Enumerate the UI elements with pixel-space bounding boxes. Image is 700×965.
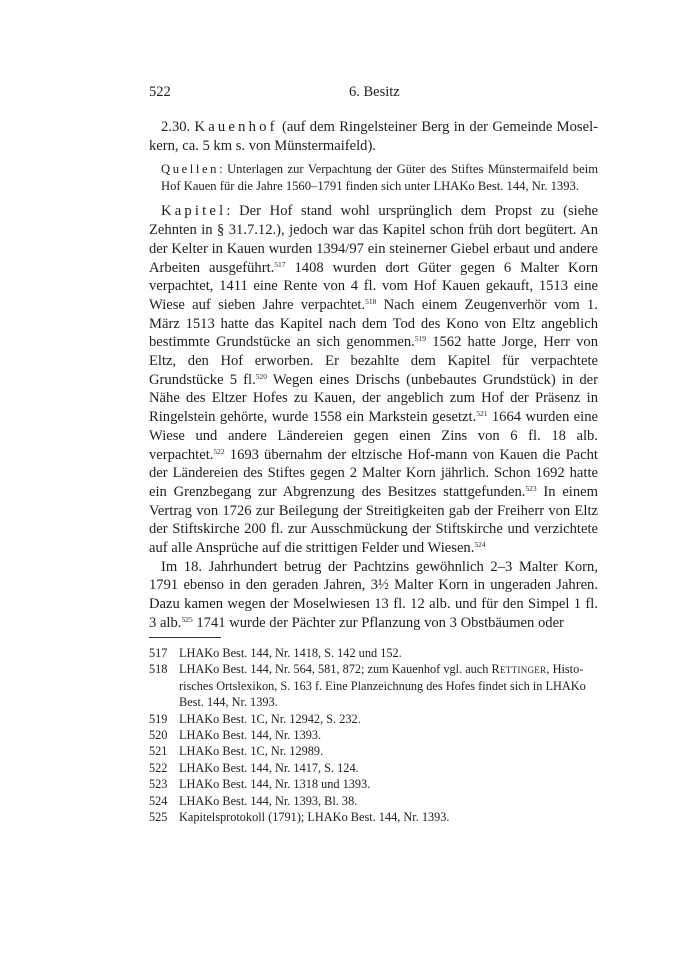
footnote [149, 793, 598, 809]
footnote-ref[interactable]: 519 [414, 334, 427, 344]
author-name: Rettinger [491, 662, 547, 677]
paragraph-kapitel [149, 202, 598, 557]
footnote-number: 522 [149, 760, 168, 775]
footnote [149, 760, 598, 776]
footnote-text: LHAKo Best. 144, Nr. 1318 und 1393. [179, 777, 371, 792]
paragraph-text: 1664 wurden eine Wiese und andere Ländereien gegen einen Zins von 6 fl. 18 alb. verpachtet. [149, 409, 598, 463]
footnote [149, 727, 598, 743]
footnote-number: 524 [149, 793, 168, 808]
footnote [149, 661, 598, 710]
paragraph-text: 1408 wurden dort Güter gegen 6 Malter Korn verpachtet, 1411 eine Rente von 4 fl. vom Hof Kauen gekauft, 1513 eine Wiese auf sieben Jahre verpachtet. [149, 259, 598, 313]
footnote-ref[interactable]: 520 [255, 371, 267, 381]
paragraph-text: 1562 hatte Jorge, Herr von Eltz, den Hof erworben. Er bezahlte dem Kapitel für verpachtete Grundstücke 5 fl. [149, 334, 598, 388]
page-number: 522 [149, 84, 171, 100]
footnote-text [179, 661, 598, 710]
paragraph-text: 1741 wurde der Pächter zur Pflanzung von 3 Obstbäumen oder [192, 614, 564, 631]
footnote-text: Kapitelsprotokoll (1791); LHAKo Best. 144, Nr. 1393. [179, 810, 450, 825]
sources-text: : Unterlagen zur Verpachtung der Güter des Stiftes Münstermaifeld beim Hof Kauen für die Jahre 1560–1791 finden sich unter LHAKo Best. 144, Nr. 1393. [161, 162, 598, 193]
footnote-number: 519 [149, 711, 168, 726]
footnote-text: LHAKo Best. 1C, Nr. 12942, S. 232. [179, 711, 361, 726]
footnote [149, 711, 598, 727]
footnote [149, 743, 598, 759]
paragraph-text: 1693 übernahm der eltzische Hof-mann von Kauen die Pacht der Ländereien des Stiftes gegen 2 Malter Korn jährlich. Schon 1692 hatte ein Grenzbegang zur Abgrenzung des Besitzes stattgefunden. [149, 446, 598, 500]
sources-note [161, 161, 598, 194]
footnote-text: LHAKo Best. 144, Nr. 1418, S. 142 und 152. [179, 646, 402, 660]
section-number: 2.30. [161, 119, 191, 135]
sources-label: Quellen [161, 162, 220, 177]
footnote-number: 517 [149, 646, 168, 660]
footnote-ref[interactable]: 521 [476, 409, 488, 419]
footnote-text-part: LHAKo Best. 144, Nr. 564, 581, 872; zum Kauenhof vgl. auch [179, 662, 492, 677]
paragraph-pachtzins [149, 558, 598, 633]
paragraph-text: Nach einem Zeugenverhör vom 1. März 1513 hatte das Kapitel nach dem Tod des Kono von Eltz angeblich bestimmte Grundstücke an sich genommen. [149, 296, 598, 351]
paragraph-text: In einem Vertrag von 1726 zur Beilegung der Streitigkeiten gab der Freiherr von Eltz der Stiftskirche 200 fl. zur Ausschmückung der Stiftskirche und verzichtete auf alle Ansprüche auf die strittigen Felder und Wiesen. [149, 483, 598, 557]
section-description: (auf dem Ringelsteiner Berg in der Gemeinde Mosel-kern, ca. 5 km s. von Münstermaifeld). [149, 119, 598, 154]
running-title: 6. Besitz [349, 84, 400, 100]
footnote-number: 525 [149, 810, 168, 825]
footnote-ref[interactable]: 518 [365, 296, 377, 306]
paragraph-text: Wegen eines Drischs (unbebautes Grundstück) in der Nähe des Eltzer Hofes zu Kauen, der angeblich zum Hof der Präsenz in Ringelstein gehörte, wurde 1558 ein Markstein gesetzt. [149, 371, 599, 426]
section-heading [149, 118, 598, 155]
footnote-number: 520 [149, 728, 168, 743]
footnote-number: 521 [149, 744, 168, 759]
footnote-ref[interactable]: 522 [213, 446, 225, 456]
footnote-text: LHAKo Best. 1C, Nr. 12989. [179, 744, 324, 759]
footnote [149, 645, 598, 661]
footnote-text: LHAKo Best. 144, Nr. 1393. [179, 728, 322, 743]
footnote-text: LHAKo Best. 144, Nr. 1393, Bl. 38. [179, 793, 358, 808]
footnote-number: 523 [149, 777, 168, 792]
page-header [149, 84, 598, 104]
footnotes [149, 645, 598, 825]
footnote-ref[interactable]: 524 [474, 540, 486, 550]
footnote-ref[interactable]: 523 [525, 483, 537, 493]
footnote-ref[interactable]: 525 [181, 614, 193, 624]
footnote-number: 518 [149, 662, 168, 677]
paragraph-text: : Der Hof stand wohl ursprünglich dem Propst zu (siehe Zehnten in § 31.7.12.), jedoch war das Kapitel schon früh dort begütert. An der Kelter in Kauen wurden 1394/97 ein steinerner Giebel erbaut und andere Arbeiten ausgeführt. [149, 203, 598, 276]
footnote [149, 776, 598, 792]
footnote-ref[interactable]: 517 [274, 259, 286, 269]
footnote-text-part: , Histo-risches Ortslexikon, S. 163 f. Eine Planzeichnung des Hofes findet sich in LHAKo Best. 144, Nr. 1393. [179, 662, 586, 710]
main-text [149, 118, 598, 633]
section-name: Kauenhof [194, 119, 278, 135]
footnote-text: LHAKo Best. 144, Nr. 1417, S. 124. [179, 760, 359, 775]
paragraph-label: Kapitel [161, 203, 227, 220]
footnote-divider [149, 637, 221, 638]
paragraph-text: Im 18. Jahrhundert betrug der Pachtzins gewöhnlich 2–3 Malter Korn, 1791 ebenso in den geraden Jahren, 3½ Malter Korn in ungeraden Jahren. Dazu kamen wegen der Moselwiesen 13 fl. 12 alb. und für den Simpel 1 fl. 3 alb. [149, 558, 598, 631]
footnote [149, 809, 598, 825]
